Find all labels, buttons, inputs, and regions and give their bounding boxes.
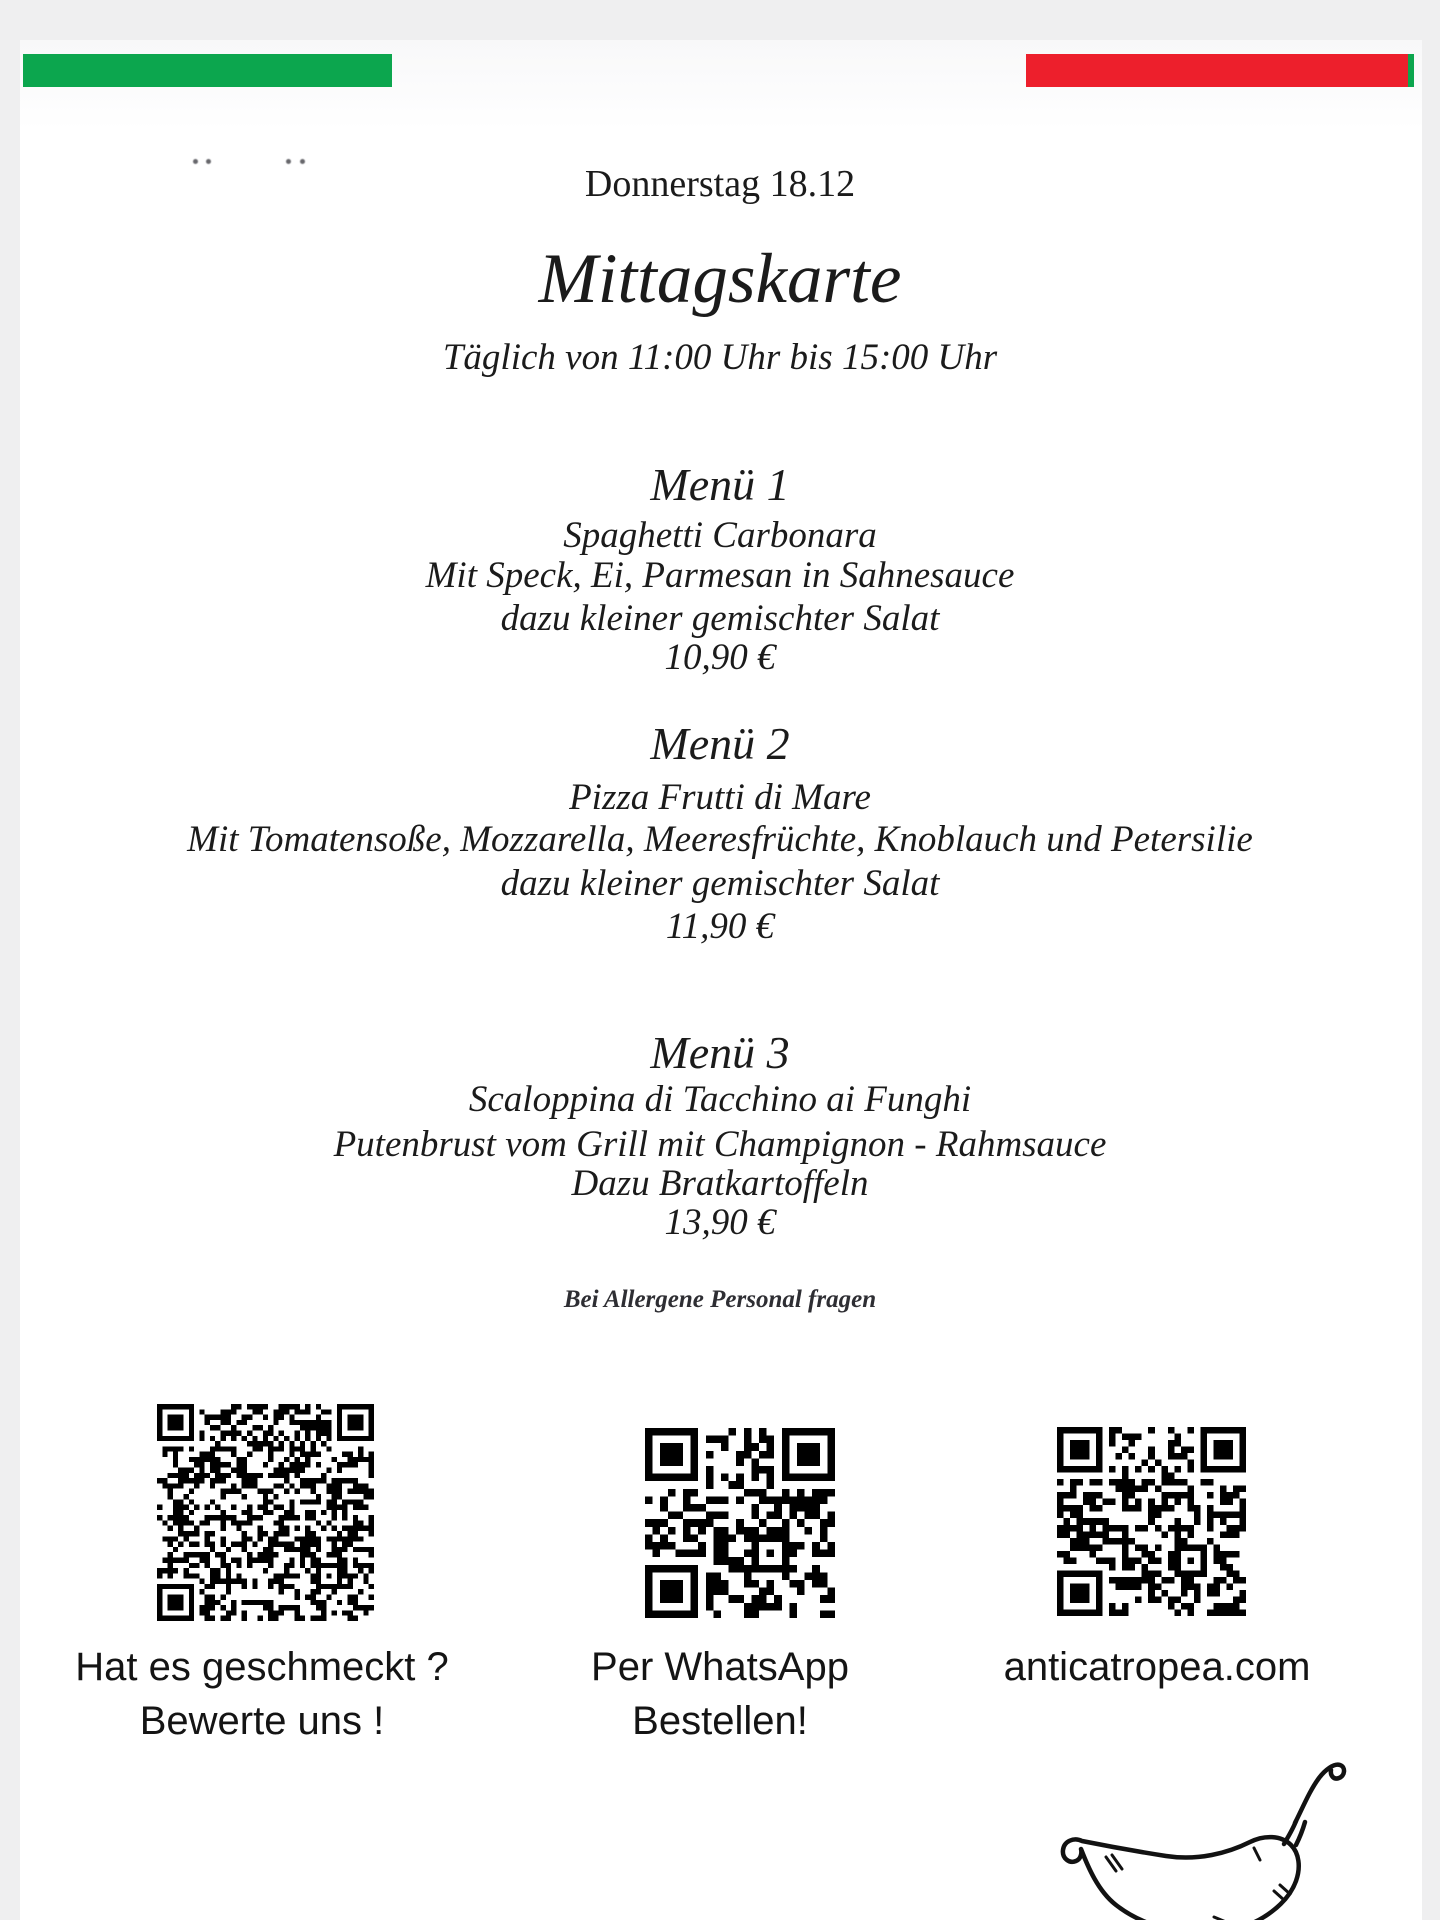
menu2-side: dazu kleiner gemischter Salat [500, 863, 940, 904]
menu3-description: Putenbrust vom Grill mit Champignon - Rahmsauce [333, 1124, 1107, 1165]
qr-code-review [157, 1404, 374, 1621]
date-text: Donnerstag 18.12 [584, 163, 856, 205]
page-subtitle: Täglich von 11:00 Uhr bis 15:00 Uhr [442, 337, 998, 378]
menu1-description: Mit Speck, Ei, Parmesan in Sahnesauce [425, 555, 1015, 596]
menu2-title: Menü 2 [650, 718, 790, 769]
smudge-dot [300, 159, 305, 164]
qr-caption-review-line2: Bewerte uns ! [139, 1699, 385, 1743]
menu2-description: Mit Tomatensoße, Mozzarella, Meeresfrüchte, Knoblauch und Petersilie [187, 819, 1253, 860]
menu1-price: 10,90 € [664, 637, 776, 678]
menu3-side: Dazu Bratkartoffeln [571, 1163, 869, 1204]
menu3-price: 13,90 € [664, 1202, 776, 1243]
chili-pepper-illustration [1048, 1745, 1358, 1920]
menu-page [20, 40, 1422, 1920]
menu3-dish: Scaloppina di Tacchino ai Funghi [468, 1079, 972, 1120]
smudge-dot [286, 159, 291, 164]
menu1-title: Menü 1 [650, 459, 790, 510]
qr-caption-website-line1: anticatropea.com [1003, 1645, 1311, 1689]
qr-caption-review [42, 1640, 482, 1748]
smudge-dot [206, 159, 211, 164]
qr-code-website [1057, 1427, 1246, 1616]
allergy-note: Bei Allergene Personal fragen [563, 1286, 877, 1313]
menu1-dish: Spaghetti Carbonara [563, 515, 877, 556]
qr-caption-whatsapp-line1: Per WhatsApp [591, 1645, 849, 1689]
italian-flag-green-bar [23, 54, 392, 87]
qr-caption-website [937, 1640, 1377, 1694]
menu2-price: 11,90 € [665, 906, 775, 947]
qr-caption-review-line1: Hat es geschmeckt ? [75, 1645, 449, 1689]
menu3-title: Menü 3 [650, 1027, 790, 1078]
page-title: Mittagskarte [538, 240, 902, 318]
qr-caption-whatsapp [500, 1640, 940, 1748]
qr-caption-whatsapp-line2: Bestellen! [632, 1699, 808, 1743]
smudge-dot [193, 159, 198, 164]
italian-flag-red-bar [1026, 54, 1414, 87]
qr-code-whatsapp-order [645, 1428, 835, 1618]
menu2-dish: Pizza Frutti di Mare [569, 777, 871, 818]
menu1-side: dazu kleiner gemischter Salat [500, 598, 940, 639]
